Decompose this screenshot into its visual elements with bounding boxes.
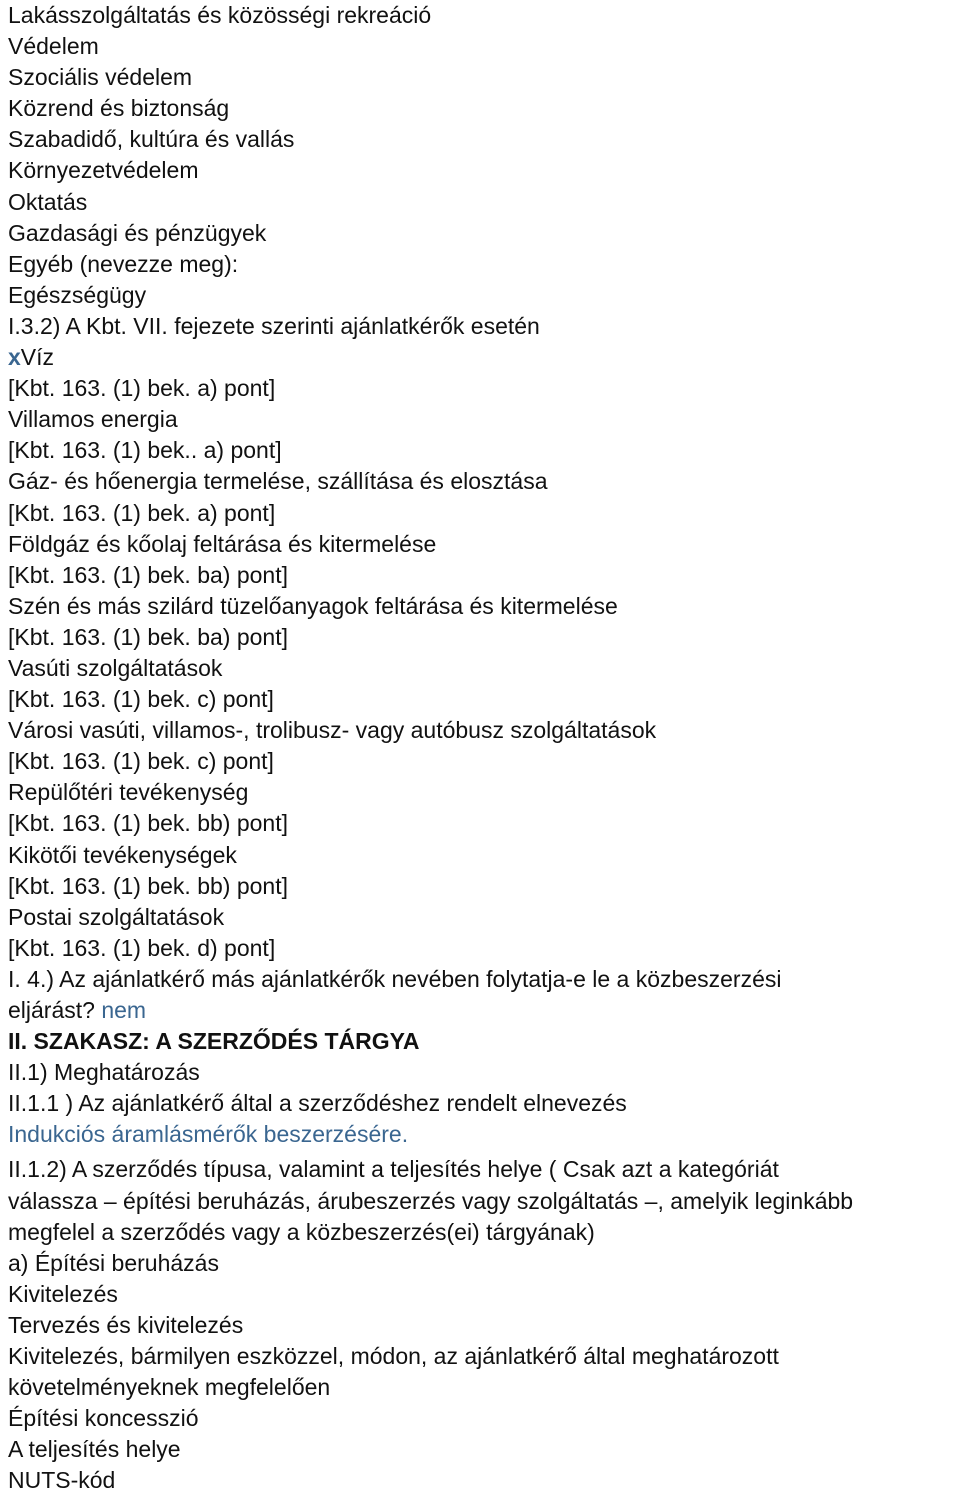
text-line: [Kbt. 163. (1) bek. ba) pont] xyxy=(8,561,288,588)
text-line: Postai szolgáltatások xyxy=(8,903,225,930)
text-line: Tervezés és kivitelezés xyxy=(8,1311,244,1338)
text-line: Szabadidő, kultúra és vallás xyxy=(8,126,295,153)
text-line: Kikötői tevékenységek xyxy=(8,841,237,868)
text-line: Vasúti szolgáltatások xyxy=(8,654,223,681)
text-line: NUTS-kód xyxy=(8,1467,116,1494)
text-line: Védelem xyxy=(8,33,99,60)
text-line: [Kbt. 163. (1) bek. a) pont] xyxy=(8,499,276,526)
text-line: Környezetvédelem xyxy=(8,157,199,184)
text-line: Repülőtéri tevékenység xyxy=(8,779,249,806)
text-line: [Kbt. 163. (1) bek. c) pont] xyxy=(8,686,274,713)
text-line: Szén és más szilárd tüzelőanyagok feltárása és kitermelése xyxy=(8,592,618,619)
text-line: Kivitelezés, bármilyen eszközzel, módon, az ajánlatkérő által meghatározott xyxy=(8,1343,779,1370)
text-line: Földgáz és kőolaj feltárása és kitermelése xyxy=(8,530,437,557)
subsection-ii11: II.1.1 ) Az ajánlatkérő által a szerződéshez rendelt elnevezés xyxy=(8,1090,627,1117)
text-line: [Kbt. 163. (1) bek. a) pont] xyxy=(8,375,276,402)
text-line: Szociális védelem xyxy=(8,64,193,91)
text-line: [Kbt. 163. (1) bek. bb) pont] xyxy=(8,872,288,899)
text-line: Oktatás xyxy=(8,188,88,215)
text-line: Építési koncesszió xyxy=(8,1405,199,1432)
question-i4-continued xyxy=(8,995,960,1026)
question-text: eljárást? xyxy=(8,997,95,1023)
text-line: [Kbt. 163. (1) bek.. a) pont] xyxy=(8,437,282,464)
text-line: Villamos energia xyxy=(8,406,178,433)
text-line: A teljesítés helye xyxy=(8,1436,181,1463)
text-line: Lakásszolgáltatás és közösségi rekreáció xyxy=(8,2,432,28)
document-page xyxy=(8,0,960,1497)
text-line: II.1.2) A szerződés típusa, valamint a teljesítés helye ( Csak azt a kategóriát xyxy=(8,1156,779,1183)
checked-option-viz xyxy=(8,342,960,373)
text-line: Városi vasúti, villamos-, trolibusz- vagy autóbusz szolgáltatások xyxy=(8,717,657,744)
check-mark: x xyxy=(8,344,21,371)
text-line: [Kbt. 163. (1) bek. c) pont] xyxy=(8,748,274,775)
contract-name-value: Indukciós áramlásmérők beszerzésére. xyxy=(8,1121,409,1148)
subsection-ii1: II.1) Meghatározás xyxy=(8,1059,200,1086)
checked-option-label: Víz xyxy=(20,344,55,371)
text-line: Gazdasági és pénzügyek xyxy=(8,219,267,246)
section-heading-i32: I.3.2) A Kbt. VII. fejezete szerinti ajánlatkérők esetén xyxy=(8,312,540,339)
question-i4: I. 4.) Az ajánlatkérő más ajánlatkérők nevében folytatja-e le a közbeszerzési xyxy=(8,965,782,992)
text-line: Egyéb (nevezze meg): xyxy=(8,250,239,277)
answer-value: nem xyxy=(101,997,147,1023)
text-line: [Kbt. 163. (1) bek. d) pont] xyxy=(8,934,276,961)
text-line: Egészségügy xyxy=(8,281,147,308)
text-line: követelményeknek megfelelően xyxy=(8,1374,331,1401)
section-ii-heading: II. SZAKASZ: A SZERZŐDÉS TÁRGYA xyxy=(8,1028,420,1055)
text-line: [Kbt. 163. (1) bek. bb) pont] xyxy=(8,810,288,837)
text-line: válassza – építési beruházás, árubeszerzés vagy szolgáltatás –, amelyik leginkább xyxy=(8,1187,854,1214)
text-line: [Kbt. 163. (1) bek. ba) pont] xyxy=(8,623,288,650)
text-line: Közrend és biztonság xyxy=(8,95,230,122)
text-line: megfelel a szerződés vagy a közbeszerzés(ei) tárgyának) xyxy=(8,1218,595,1245)
text-line: a) Építési beruházás xyxy=(8,1249,219,1276)
text-line: Kivitelezés xyxy=(8,1280,118,1307)
text-line: Gáz- és hőenergia termelése, szállítása és elosztása xyxy=(8,468,548,495)
